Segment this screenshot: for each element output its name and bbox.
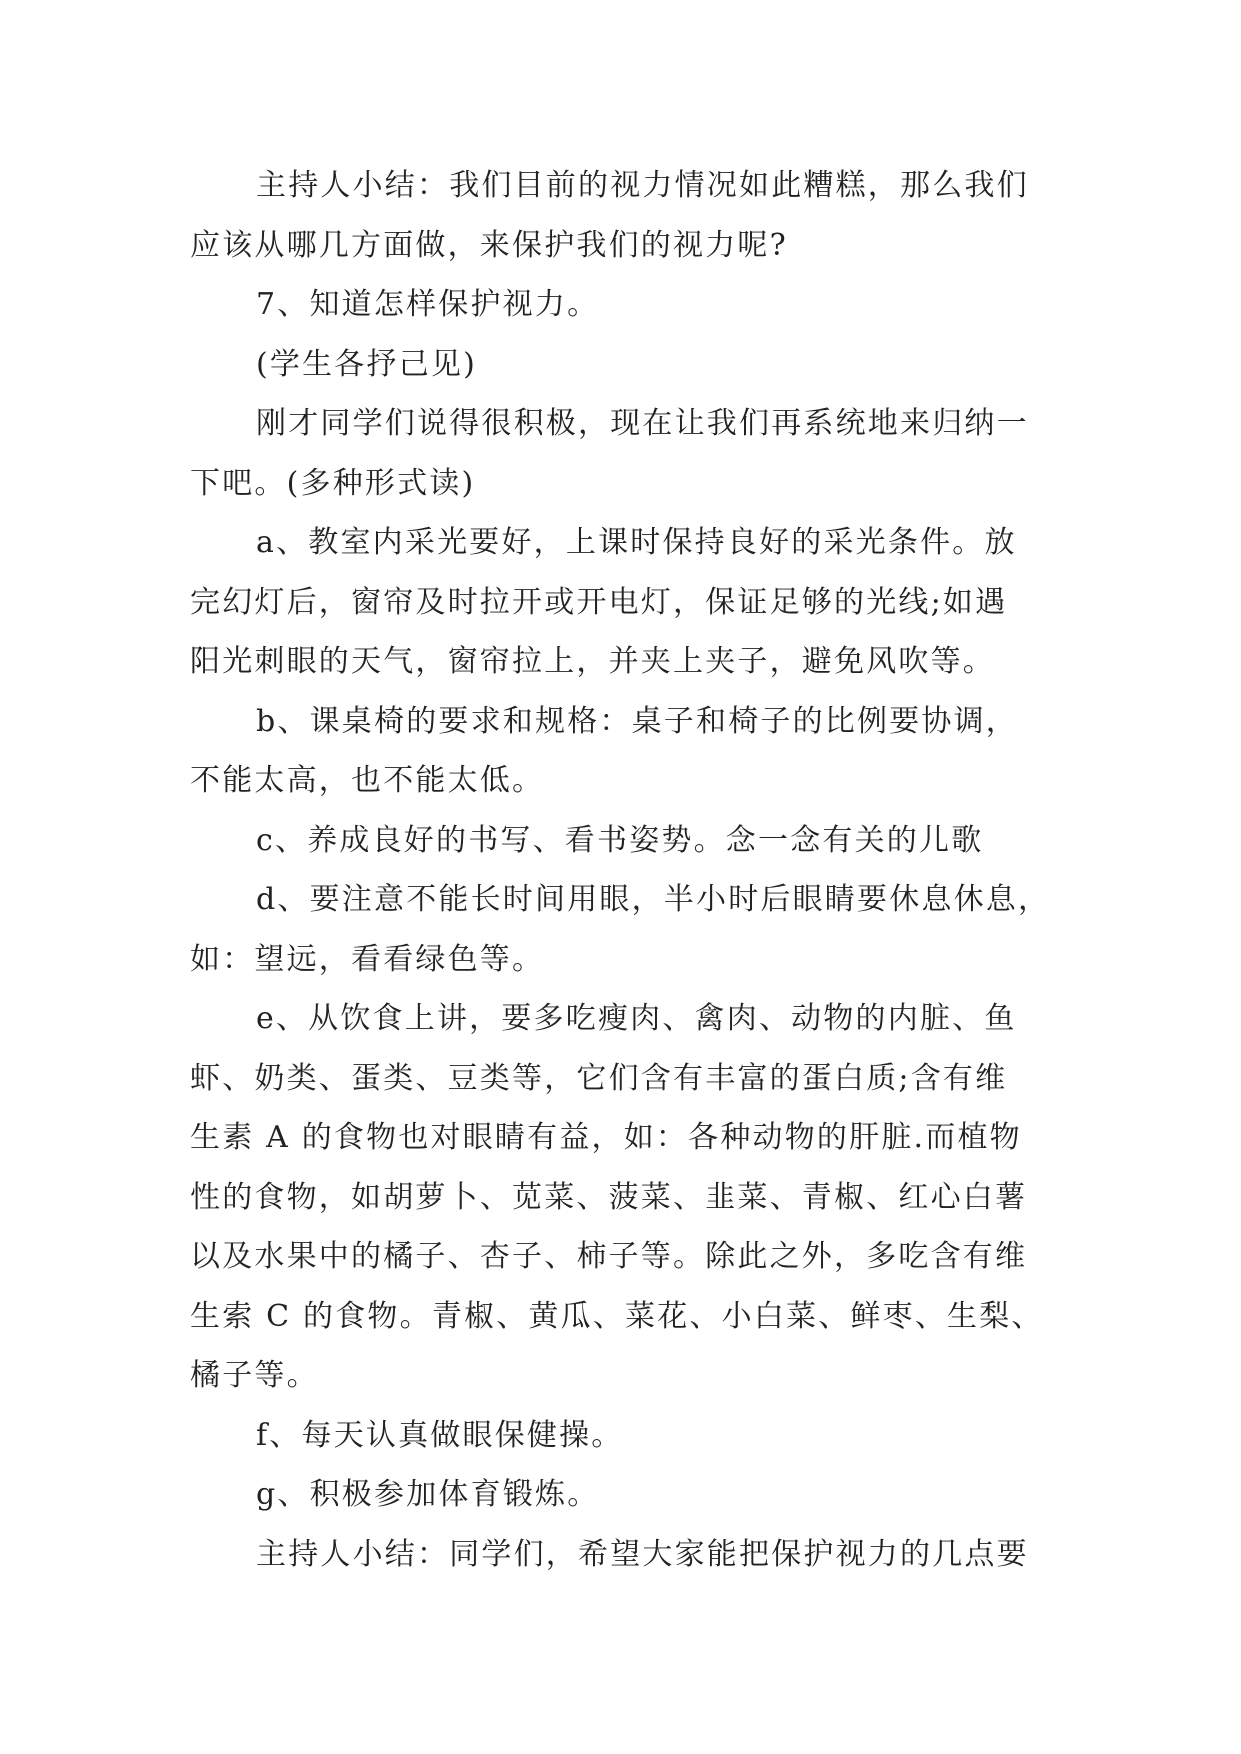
text-line: 完幻灯后，窗帘及时拉开或开电灯，保证足够的光线;如遇 — [190, 584, 1008, 620]
text-line: e、从饮食上讲，要多吃瘦肉、禽肉、动物的内脏、鱼 — [256, 1001, 1017, 1036]
text-line: 虾、奶类、蛋类、豆类等，它们含有丰富的蛋白质;含有维 — [190, 1060, 1008, 1096]
text-line: 下吧。(多种形式读) — [190, 465, 476, 501]
text-line: b、课桌椅的要求和规格：桌子和椅子的比例要协调， — [256, 703, 1019, 739]
text-line: 以及水果中的橘子、杏子、柿子等。除此之外，多吃含有维 — [190, 1239, 1028, 1274]
text-line: 应该从哪几方面做，来保护我们的视力呢? — [190, 227, 788, 263]
text-line: 性的食物，如胡萝卜、苋菜、菠菜、韭菜、青椒、红心白薯 — [190, 1179, 1028, 1215]
text-line: a、教室内采光要好，上课时保持良好的采光条件。放 — [256, 525, 1017, 560]
text-line: 主持人小结：同学们，希望大家能把保护视力的几点要 — [256, 1536, 1029, 1572]
text-line: 7、知道怎样保护视力。 — [256, 287, 600, 322]
text-line: 生索 C 的食物。青椒、黄瓜、菜花、小白菜、鲜枣、生梨、 — [190, 1298, 1044, 1334]
text-line: g、积极参加体育锻炼。 — [256, 1477, 600, 1512]
text-line: 不能太高，也不能太低。 — [190, 763, 545, 798]
text-line: 主持人小结：我们目前的视力情况如此糟糕，那么我们 — [256, 168, 1029, 203]
text-line: 刚才同学们说得很积极，现在让我们再系统地来归纳一 — [256, 406, 1029, 441]
text-line: 生素 A 的食物也对眼睛有益，如：各种动物的肝脏.而植物 — [190, 1120, 1022, 1155]
text-line: d、要注意不能长时间用眼，半小时后眼睛要休息休息， — [256, 882, 1051, 917]
text-line: (学生各抒己见) — [256, 346, 478, 382]
document-body — [190, 156, 1060, 1584]
text-line: c、养成良好的书写、看书姿势。念一念有关的儿歌 — [256, 822, 984, 858]
text-line: 阳光刺眼的天气，窗帘拉上，并夹上夹子，避免风吹等。 — [190, 644, 995, 679]
text-line: f、每天认真做眼保健操。 — [256, 1417, 624, 1453]
text-line: 橘子等。 — [190, 1358, 319, 1393]
text-line: 如：望远，看看绿色等。 — [190, 941, 545, 977]
